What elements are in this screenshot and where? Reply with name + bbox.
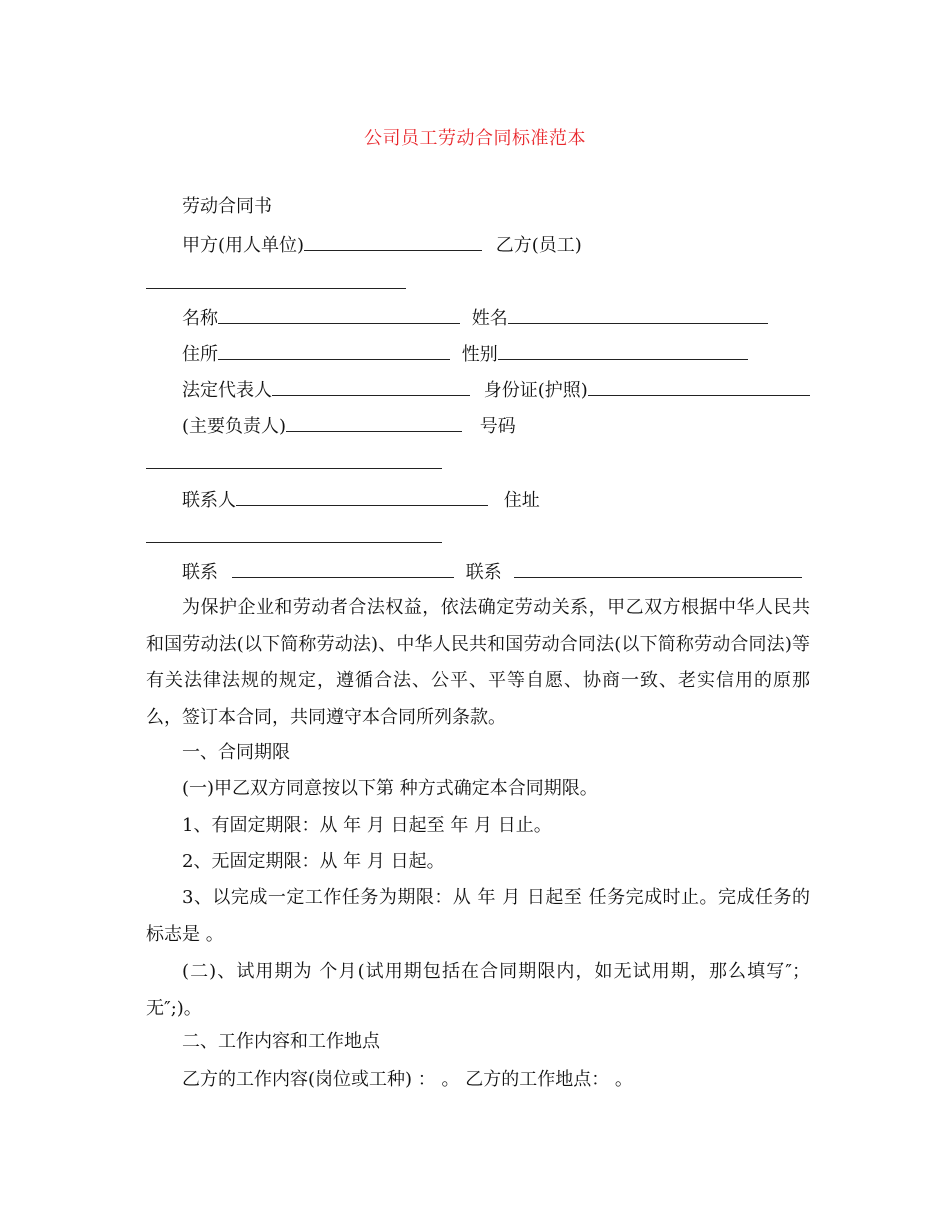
contact-label-a: 联系 bbox=[182, 562, 218, 583]
person-name-blank[interactable] bbox=[508, 305, 768, 324]
option1: 1、有固定期限：从 年 月 日起至 年 月 日止。 bbox=[182, 815, 552, 836]
residence-blank[interactable] bbox=[146, 542, 442, 543]
work-line: 乙方的工作内容(岗位或工种) ： 。 乙方的工作地点： 。 bbox=[182, 1069, 633, 1090]
address-label: 住所 bbox=[182, 344, 218, 365]
id-label: 身份证(护照) bbox=[483, 380, 588, 401]
legal-rep-blank[interactable] bbox=[272, 377, 470, 396]
person-name-label: 姓名 bbox=[471, 308, 508, 329]
party-a-blank[interactable] bbox=[304, 232, 482, 251]
section2-title: 二、工作内容和工作地点 bbox=[182, 1031, 380, 1052]
contact-b-blank[interactable] bbox=[514, 559, 802, 578]
intro-paragraph: 为保护企业和劳动者合法权益，依法确定劳动关系，甲乙双方根据中华人民共和国劳动法(以下简称劳动法)、中华人民共和国劳动合同法(以下简称劳动合同法)等有关法律法规的规定，遵循合法、公平、平等自愿、协商一致、老实信用的原那么，签订本合同，共同遵守本合同所列条款。 bbox=[146, 597, 810, 728]
contact-label-b: 联系 bbox=[465, 562, 502, 583]
legal-rep-row bbox=[182, 377, 810, 403]
clause2: (二)、试用期为 个月(试用期包括在合同期限内，如无试用期，那么填写″；无″;)。 bbox=[146, 961, 810, 1019]
address-blank[interactable] bbox=[218, 341, 450, 360]
principal-row bbox=[182, 413, 516, 439]
option2: 2、无固定期限：从 年 月 日起。 bbox=[182, 851, 445, 872]
contact-person-row bbox=[182, 487, 540, 513]
clause1: (一)甲乙双方同意按以下第 种方式确定本合同期限。 bbox=[182, 778, 598, 799]
party-b-blank[interactable] bbox=[146, 288, 406, 289]
party-b-label: 乙方(员工) bbox=[495, 235, 582, 256]
contract-heading: 劳动合同书 bbox=[182, 196, 272, 217]
page-title: 公司员工劳动合同标准范本 bbox=[364, 128, 586, 149]
option3: 3、以完成一定工作任务为期限：从 年 月 日起至 任务完成时止。完成任务的标志是 。 bbox=[146, 887, 810, 945]
gender-label: 性别 bbox=[461, 344, 498, 365]
name-label: 名称 bbox=[182, 308, 218, 329]
id-blank[interactable] bbox=[588, 377, 810, 396]
legal-rep-label: 法定代表人 bbox=[182, 380, 272, 401]
name-row bbox=[182, 305, 768, 331]
contact-a-blank[interactable] bbox=[232, 559, 454, 578]
section1-title: 一、合同期限 bbox=[182, 742, 290, 763]
number-blank[interactable] bbox=[146, 468, 442, 469]
party-a-label: 甲方(用人单位) bbox=[182, 235, 305, 256]
number-label: 号码 bbox=[479, 416, 516, 437]
contact-row bbox=[182, 559, 802, 585]
name-blank[interactable] bbox=[218, 305, 460, 324]
gender-blank[interactable] bbox=[498, 341, 748, 360]
contact-person-label: 联系人 bbox=[182, 490, 236, 511]
residence-label: 住址 bbox=[503, 490, 540, 511]
address-row bbox=[182, 341, 748, 367]
principal-label: (主要负责人) bbox=[182, 416, 287, 437]
contact-person-blank[interactable] bbox=[236, 487, 488, 506]
principal-blank[interactable] bbox=[286, 413, 462, 432]
party-a-row bbox=[182, 232, 582, 258]
